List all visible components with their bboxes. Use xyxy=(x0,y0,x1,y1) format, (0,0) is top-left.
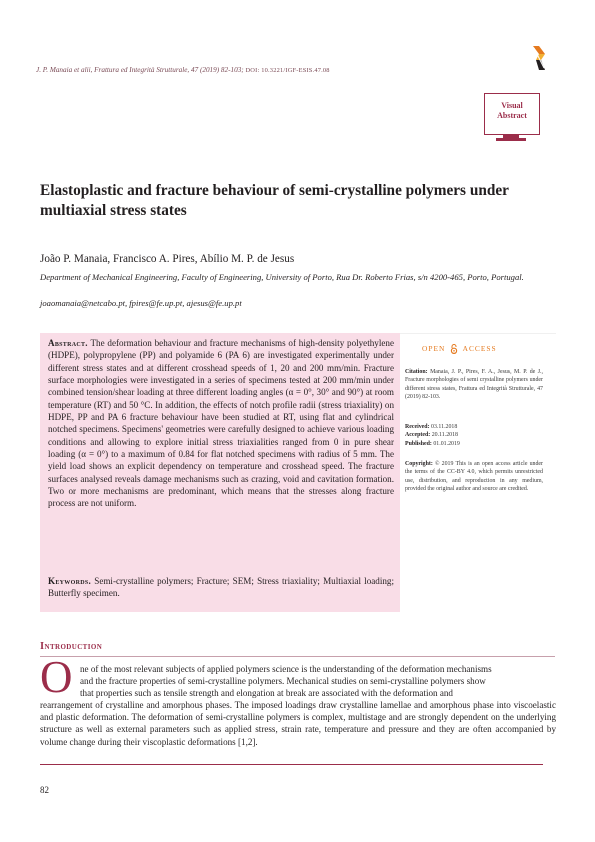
intro-line-3: that properties such as tensile strength and elongation at break are associated with the deformation and xyxy=(80,688,453,699)
citation-block xyxy=(405,368,543,402)
introduction-text xyxy=(40,663,556,748)
copyright-text: © 2019 This is an open access article under the terms of the CC-BY 4.0, which permits unrestricted use, distribution, and reproduction in any medium, provided the original author and source are credited. xyxy=(405,461,543,493)
header-citation: J. P. Manaia et alii, Frattura ed Integrità Strutturale, 47 (2019) 82-103; xyxy=(36,66,244,74)
published-date: Published: 01.01.2019 xyxy=(405,440,460,447)
drop-cap: O xyxy=(40,652,73,702)
open-access-badge xyxy=(422,344,497,354)
visual-abstract-line1: Visual xyxy=(501,101,523,110)
keywords-body: Semi-crystalline polymers; Fracture; SEM; Stress triaxiality; Multiaxial loading; Butterfly specimen. xyxy=(48,576,394,599)
journal-logo-icon xyxy=(531,46,547,70)
visual-abstract-line2: Abstract xyxy=(497,111,527,120)
intro-paragraph-rest: rearrangement of crystalline and amorphous phases. The imposed loadings draw crystalline lamellae and amorphous phase into viscoelastic and plastic deformation. The deformation of semi-crystalline polymers is complex, multistage and are strongly dependent on the underlying structure as well as external parameters such as applied stress, strain rate, temperature and pressure and they are often accompanied by volume change during their viscoplastic deformations [1,2]. xyxy=(40,700,556,747)
accepted-date: Accepted: 20.11.2018 xyxy=(405,432,458,439)
keywords-label: Keywords. xyxy=(48,576,92,586)
author-emails[interactable]: joaomanaia@netcabo.pt, fpires@fe.up.pt, ajesus@fe.up.pt xyxy=(40,298,242,308)
header-doi: DOI: 10.3221/IGF-ESIS.47.08 xyxy=(245,67,330,74)
paper-affiliation: Department of Mechanical Engineering, Faculty of Engineering, University of Porto, Rua Dr. Roberto Frias, s/n 4200-465, Porto, Portugal. xyxy=(40,272,524,282)
intro-line-2: and the fracture properties of semi-crystalline polymers. Mechanical studies on semi-crystalline polymers show xyxy=(80,676,486,687)
open-access-open: OPEN xyxy=(422,344,446,353)
footer-rule xyxy=(40,764,543,765)
introduction-heading: Introduction xyxy=(40,641,103,652)
intro-line-1: ne of the most relevant subjects of applied polymers science is the understanding of the deformation mechanisms xyxy=(80,664,492,674)
dates-block xyxy=(405,423,543,448)
open-access-access: ACCESS xyxy=(462,344,497,353)
running-header xyxy=(36,66,330,74)
copyright-block xyxy=(405,460,543,494)
received-date: Received: 03.11.2018 xyxy=(405,424,458,430)
paper-authors: João P. Manaia, Francisco A. Pires, Abílio M. P. de Jesus xyxy=(40,253,295,265)
citation-text: Manaia, J. P., Pires, F. A., Jesus, M. P. de J., Fracture morphologies of semi crystalline polymers under different stress states, Frattura ed Integrità Strutturale, 47 (2019) 82-103. xyxy=(405,369,543,401)
page-number: 82 xyxy=(40,785,49,795)
section-divider xyxy=(40,656,555,657)
paper-title: Elastoplastic and fracture behaviour of semi-crystalline polymers under multiaxial stress states xyxy=(40,182,509,219)
keywords xyxy=(48,575,394,600)
abstract-body: The deformation behaviour and fracture mechanisms of high-density polyethylene (HDPE), polypropylene (PP) and polyamide 6 (PA 6) are investigated experimentally under different stress states and at different crosshead speeds of 1, 20 and 200 mm/min. Fracture surface morphologies were investigated in a series of specimens tested at 200 mm/min under combined tension/shear loading at three different loading angles (α = 0°, 30° and 90°) at room temperature (RT) and 50 °C. In addition, the effects of notch profile radii (stress triaxiality) on HDPE, PP and PA 6 fracture behaviour have been studied at RT, using flat and cylindrical notched specimens. Specimens' geometries were carefully designed to achieve various loading conditions and allowing to explore initial stress triaxialities ranged from 0 in pure shear loading (α = 0°) to a maximum of 0.84 for flat notched specimens with radius of 5 mm. The yield load shows an explicit dependency on temperature and crosshead speed. The fracture surfaces analysed reveals damage mechanisms such as crazing, void and cavitation formation. Two or more mechanisms are predominant, which means that the stresses along fracture process are not uniform. xyxy=(48,338,394,509)
abstract-label: Abstract. xyxy=(48,338,88,348)
abstract-text xyxy=(48,337,394,510)
monitor-base-icon xyxy=(496,138,526,141)
visual-abstract-button[interactable] xyxy=(484,93,540,135)
copyright-label: Copyright: xyxy=(405,461,433,467)
citation-label: Citation: xyxy=(405,369,428,375)
open-lock-icon xyxy=(450,344,458,354)
